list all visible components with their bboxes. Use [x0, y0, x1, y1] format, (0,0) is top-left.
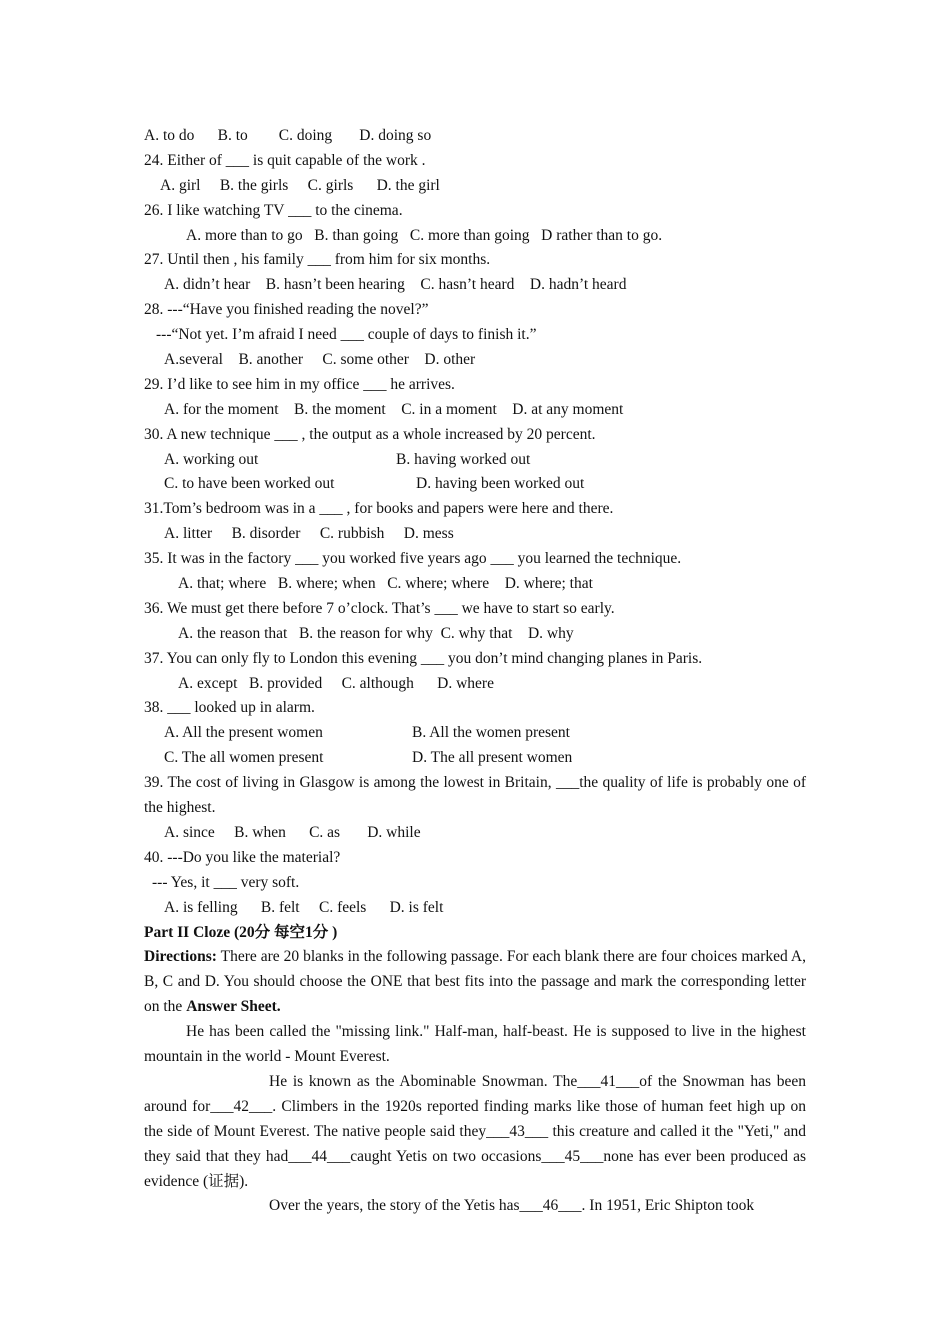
q29-stem: 29. I’d like to see him in my office ___ he arrives. — [144, 375, 455, 393]
q38-option-a: A. All the present women — [164, 724, 323, 742]
q30-option-b: B. having worked out — [396, 450, 531, 468]
q24-stem: 24. Either of ___ is quit capable of the work . — [144, 151, 426, 169]
q30-option-c: C. to have been worked out — [164, 475, 335, 493]
q30-option-d: D. having been worked out — [416, 475, 585, 493]
q23-options: A. to do B. to C. doing D. doing so — [144, 127, 432, 144]
directions-text: There are 20 blanks in the following passage. For each blank there are four choices marked A, B, C and D. You should choose the ONE that best fits into the passage and mark the corresponding letter on the — [144, 948, 806, 1016]
q30-options-row2 — [144, 472, 806, 497]
q38-option-d: D. The all present women — [412, 749, 573, 767]
q39-options: A. since B. when C. as D. while — [164, 823, 421, 841]
q24-options: A. girl B. the girls C. girls D. the girl — [160, 176, 440, 194]
directions-label: Directions: — [144, 948, 217, 966]
q30-stem: 30. A new technique ___ , the output as a whole increased by 20 percent. — [144, 425, 596, 443]
q37-options: A. except B. provided C. although D. where — [178, 674, 494, 692]
q30-option-a: A. working out — [164, 450, 259, 468]
q27-stem: 27. Until then , his family ___ from him for six months. — [144, 251, 491, 269]
q29-options: A. for the moment B. the moment C. in a moment D. at any moment — [164, 400, 624, 418]
q40-stem: 40. ---Do you like the material? — [144, 848, 341, 866]
q30-options-row1 — [144, 448, 806, 473]
q38-options-row2 — [144, 746, 806, 771]
q36-options: A. the reason that B. the reason for why C. why that D. why — [178, 624, 574, 642]
passage-paragraph-3: Over the years, the story of the Yetis has___46___. In 1951, Eric Shipton took — [269, 1197, 755, 1215]
q35-options: A. that; where B. where; when C. where; where D. where; that — [178, 575, 593, 593]
q26-stem: 26. I like watching TV ___ to the cinema. — [144, 201, 403, 219]
q38-option-c: C. The all women present — [164, 749, 324, 767]
q38-options-row1 — [144, 721, 806, 746]
q28-stem: 28. ---“Have you finished reading the novel?” — [144, 301, 429, 319]
q40-dialogue: --- Yes, it ___ very soft. — [152, 873, 300, 891]
q31-options: A. litter B. disorder C. rubbish D. mess — [164, 525, 454, 543]
section-heading — [144, 921, 806, 946]
q38-option-b: B. All the women present — [412, 724, 570, 742]
q31-stem: 31.Tom’s bedroom was in a ___ , for books and papers were here and there. — [144, 500, 614, 518]
passage-paragraph-2: He is known as the Abominable Snowman. The___41___of the Snowman has been around for___42___. Climbers in the 1920s reported finding marks like those of human feet high up on the side of Mount Everest. The native people said they___43___ this creature and called it the "Yeti," and they said that they had___44___caught Yetis on two occasions___45___none has ever been produced as evidence (证据). — [144, 1072, 806, 1190]
q28-options: A.several B. another C. some other D. other — [164, 351, 476, 369]
q38-stem: 38. ___ looked up in alarm. — [144, 699, 315, 717]
q39-stem: 39. The cost of living in Glasgow is among the lowest in Britain, ___the quality of life is probably one of the highest. — [144, 774, 806, 817]
q35-stem: 35. It was in the factory ___ you worked five years ago ___ you learned the technique. — [144, 550, 682, 568]
passage-paragraph-1: He has been called the "missing link." Half-man, half-beast. He is supposed to live in the highest mountain in the world - Mount Everest. — [144, 1023, 806, 1066]
q37-stem: 37. You can only fly to London this evening ___ you don’t mind changing planes in Paris. — [144, 649, 703, 667]
q28-dialogue: ---“Not yet. I’m afraid I need ___ couple of days to finish it.” — [156, 326, 537, 344]
q40-options: A. is felling B. felt C. feels D. is felt — [164, 898, 444, 916]
q36-stem: 36. We must get there before 7 o’clock. That’s ___ we have to start so early. — [144, 599, 615, 617]
q27-options: A. didn’t hear B. hasn’t been hearing C. hasn’t heard D. hadn’t heard — [164, 276, 627, 294]
q26-options: A. more than to go B. than going C. more than going D rather than to go. — [186, 226, 663, 244]
directions — [144, 945, 806, 1020]
part2-title: Part II Cloze (20分 每空1分 ) — [144, 923, 338, 941]
exam-page — [144, 124, 806, 1219]
answer-sheet-label: Answer Sheet. — [186, 998, 281, 1016]
